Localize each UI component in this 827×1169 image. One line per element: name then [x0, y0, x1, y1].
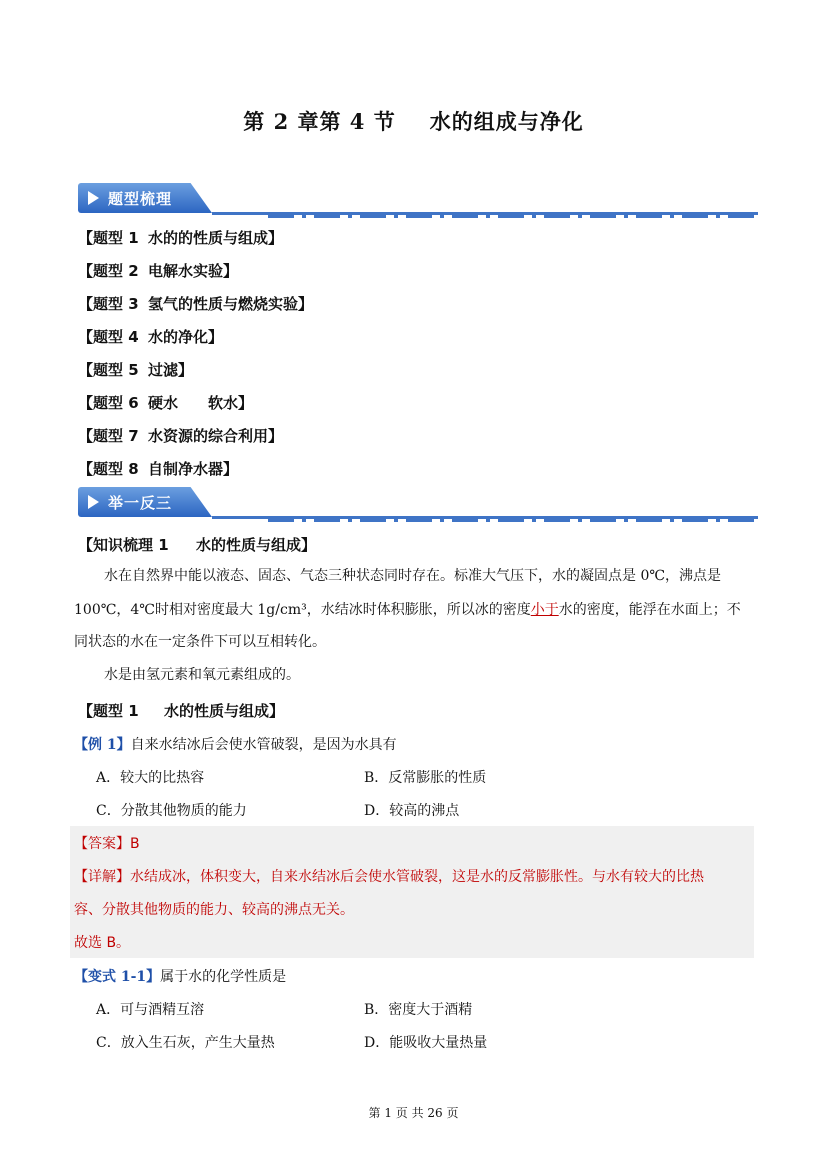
- answer-line: [74, 833, 140, 853]
- knowledge-text: 水的密度，能浮在水面上；不: [558, 602, 741, 618]
- topic-item: [78, 458, 238, 479]
- option-a: A．较大的比热容: [96, 770, 205, 786]
- knowledge-line-3: 同状态的水在一定条件下可以互相转化。: [74, 634, 326, 650]
- banner-dashline: [268, 519, 758, 522]
- variant-tag: 【变式 1-1】: [74, 969, 161, 985]
- play-arrow-icon: [88, 495, 99, 509]
- detail-line-2: 容、分散其他物质的能力、较高的沸点无关。: [74, 902, 354, 918]
- knowledge-heading: [78, 534, 316, 555]
- example-question: [74, 734, 397, 754]
- topic-text: 氢气的性质与燃烧实验】: [148, 295, 314, 313]
- knowledge-title: 水的性质与组成】: [196, 536, 317, 554]
- section-banner-topics: [78, 183, 758, 215]
- highlight-answer: 小于: [530, 602, 559, 618]
- topic-text: 水资源的综合利用】: [148, 427, 284, 445]
- option-d: D．较高的沸点: [364, 803, 460, 819]
- topic-item: [78, 227, 283, 248]
- banner-label: 举一反三: [108, 494, 173, 512]
- knowledge-text: 100℃，4℃时相对密度最大 1g/cm³，水结冰时体积膨胀，所以冰的密度: [74, 602, 531, 618]
- topic-tag: 【题型 5: [78, 361, 139, 379]
- topic-tag: 【题型 2: [78, 262, 139, 280]
- option-c: C．分散其他物质的能力: [96, 803, 247, 819]
- topic-text: 硬水 软水】: [148, 394, 254, 412]
- knowledge-line-4: 水是由氢元素和氧元素组成的。: [104, 667, 300, 683]
- title-topic: 水的组成与净化: [429, 109, 584, 134]
- topic-item: [78, 425, 283, 446]
- topic-text: 电解水实验】: [148, 262, 239, 280]
- section-banner-practice: [78, 487, 758, 519]
- option-c: C．放入生石灰，产生大量热: [96, 1035, 275, 1051]
- example-tag: 【例 1】: [74, 737, 131, 753]
- topic-tag: 【题型 6: [78, 394, 139, 412]
- detail-line-1: [74, 866, 704, 886]
- banner-label: 题型梳理: [108, 190, 173, 208]
- knowledge-line-2: [74, 594, 764, 627]
- page-footer: 第 1 页 共 26 页: [368, 1106, 459, 1120]
- detail-text: 水结成冰，体积变大，自来水结冰后会使水管破裂，这是水的反常膨胀性。与水有较大的比热: [130, 869, 704, 885]
- topic-item: [78, 326, 223, 347]
- topic-tag: 【题型 3: [78, 295, 139, 313]
- topic-text: 水的的性质与组成】: [148, 229, 284, 247]
- topic-item: [78, 260, 238, 281]
- play-arrow-icon: [88, 191, 99, 205]
- banner-dashline: [268, 215, 758, 218]
- page-title: [0, 106, 827, 136]
- question-text: 属于水的化学性质是: [160, 969, 287, 985]
- option-a: A．可与酒精互溶: [96, 1002, 205, 1018]
- type-tag: 【题型 1: [78, 702, 139, 720]
- topic-item: [78, 293, 313, 314]
- topic-text: 水的净化】: [148, 328, 224, 346]
- detail-label: 【详解】: [74, 869, 130, 885]
- topic-tag: 【题型 1: [78, 229, 139, 247]
- type-heading: [78, 700, 284, 721]
- type-title: 水的性质与组成】: [164, 702, 285, 720]
- option-d: D．能吸收大量热量: [364, 1035, 488, 1051]
- knowledge-line-1: 水在自然界中能以液态、固态、气态三种状态同时存在。标准大气压下，水的凝固点是 0℃，沸点是: [104, 568, 722, 584]
- answer-box: [70, 826, 754, 958]
- topic-text: 过滤】: [148, 361, 194, 379]
- topic-text: 自制净水器】: [148, 460, 239, 478]
- title-chapter: 第 2 章第 4 节: [243, 109, 396, 134]
- topic-item: [78, 392, 253, 413]
- option-b: B．密度大于酒精: [364, 1002, 473, 1018]
- variant-question: [74, 966, 286, 986]
- topic-item: [78, 359, 193, 380]
- answer-value: B: [130, 836, 140, 852]
- topic-tag: 【题型 7: [78, 427, 139, 445]
- question-text: 自来水结冰后会使水管破裂，是因为水具有: [130, 737, 397, 753]
- topic-tag: 【题型 4: [78, 328, 139, 346]
- knowledge-tag: 【知识梳理 1: [78, 536, 169, 554]
- conclusion-line: 故选 B。: [74, 935, 131, 951]
- answer-label: 【答案】: [74, 836, 130, 852]
- topic-tag: 【题型 8: [78, 460, 139, 478]
- option-b: B．反常膨胀的性质: [364, 770, 487, 786]
